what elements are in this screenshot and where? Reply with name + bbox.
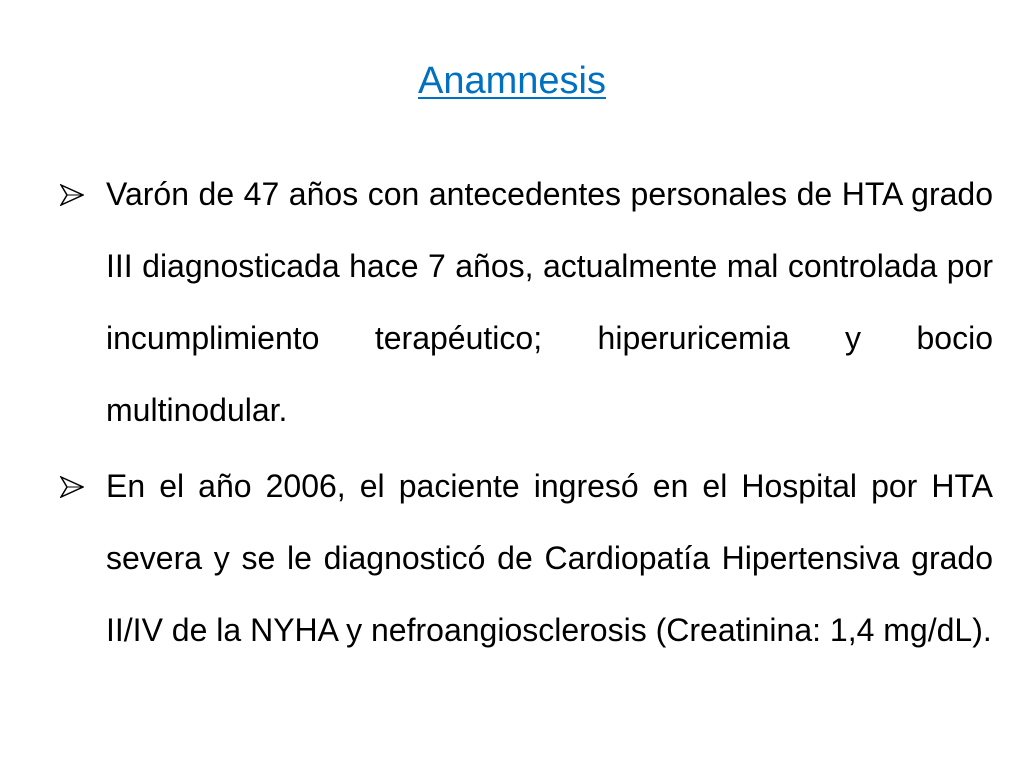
bullet-text: Varón de 47 años con antecedentes personales de HTA grado III diagnosticada hace 7 años, actualmente mal controlada por incumplimiento terapéutico; hiperuricemia y bocio multinodular. [106, 176, 993, 428]
bullet-text: En el año 2006, el paciente ingresó en el Hospital por HTA severa y se le diagnosticó de Cardiopatía Hipertensiva grado II/IV de la NYHA y nefroangiosclerosis (Creatinina: 1,4 mg/dL). [106, 468, 993, 648]
arrow-bullet-icon [60, 476, 84, 498]
bullet-item [60, 158, 993, 446]
arrow-bullet-icon [60, 184, 84, 206]
slide-title: Anamnesis [418, 60, 606, 102]
bullet-list [60, 158, 993, 670]
bullet-item [60, 450, 993, 666]
